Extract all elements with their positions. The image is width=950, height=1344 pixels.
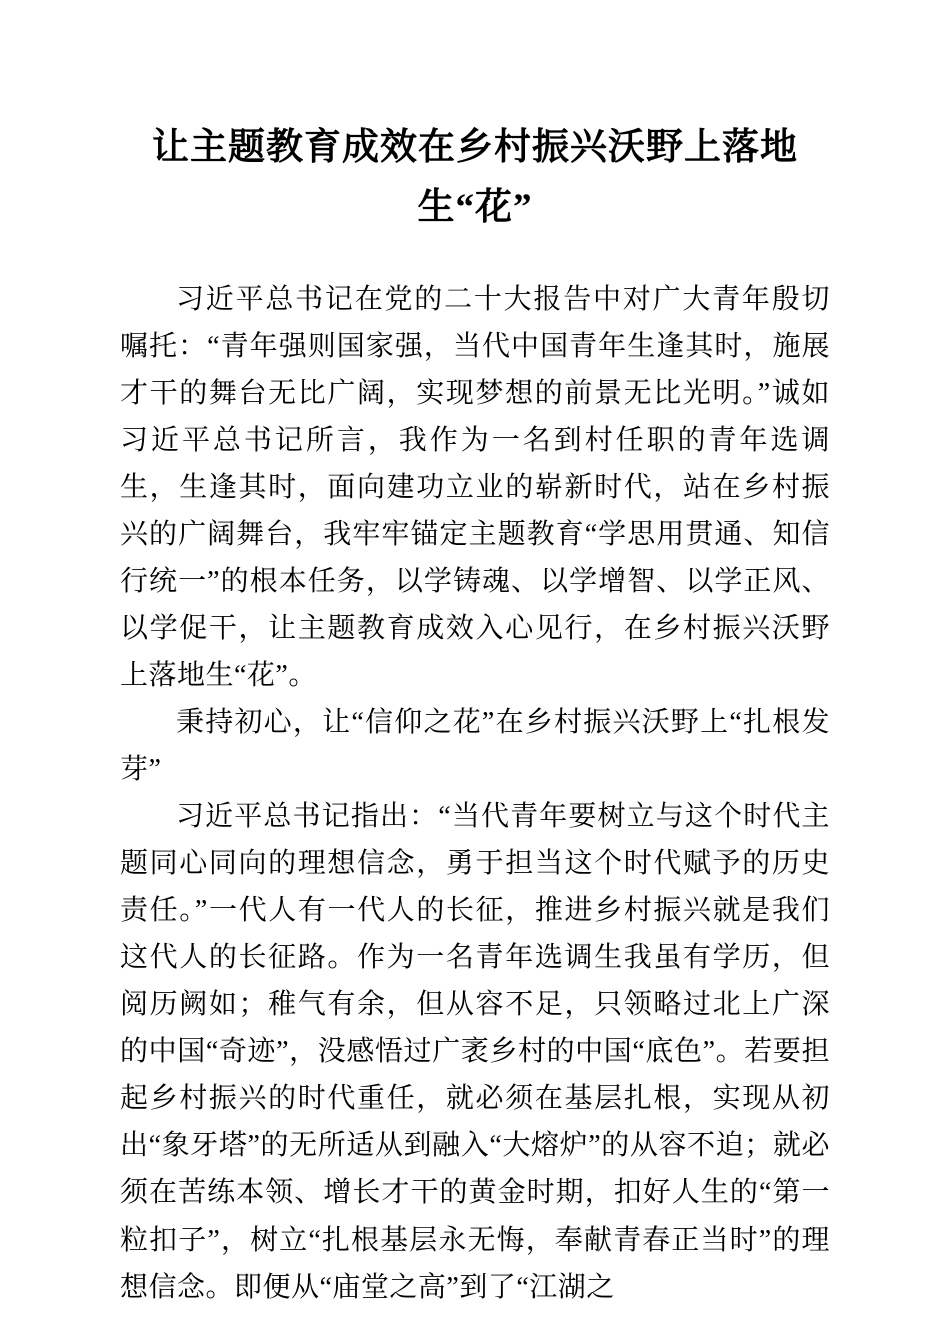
- paragraph-section-body: 习近平总书记指出：“当代青年要树立与这个时代主题同心同向的理想信念，勇于担当这个时代赋予的历史责任。”一代人有一代人的长征，推进乡村振兴就是我们这代人的长征路。作为一名青年选调生我虽有学历，但阅历阙如；稚气有余，但从容不足，只领略过北上广深的中国“奇迹”，没感悟过广袤乡村的中国“底色”。若要担起乡村振兴的时代重任，就必须在基层扎根，实现从初出“象牙塔”的无所适从到融入“大熔炉”的从容不迫；就必须在苦练本领、增长才干的黄金时期，扣好人生的“第一粒扣子”，树立“扎根基层永无悔，奉献青春正当时”的理想信念。即便从“庙堂之高”到了“江湖之: [120, 801, 830, 1303]
- paragraph-intro: 习近平总书记在党的二十大报告中对广大青年殷切嘱托：“青年强则国家强，当代中国青年生逢其时，施展才干的舞台无比广阔，实现梦想的前景无比光明。”诚如习近平总书记所言，我作为一名到村任职的青年选调生，生逢其时，面向建功立业的崭新时代，站在乡村振兴的广阔舞台，我牢牢锚定主题教育“学思用贯通、知信行统一”的根本任务，以学铸魂、以学增智、以学正风、以学促干，让主题教育成效入心见行，在乡村振兴沃野上落地生“花”。: [120, 283, 830, 692]
- paragraph-subheading: 秉持初心，让“信仰之花”在乡村振兴沃野上“扎根发芽”: [120, 707, 830, 786]
- title-line-1: 让主题教育成效在乡村振兴沃野上落地: [152, 127, 798, 168]
- document-body: [120, 276, 830, 1311]
- document-title: [120, 118, 830, 238]
- title-line-2: 生“花”: [417, 186, 533, 228]
